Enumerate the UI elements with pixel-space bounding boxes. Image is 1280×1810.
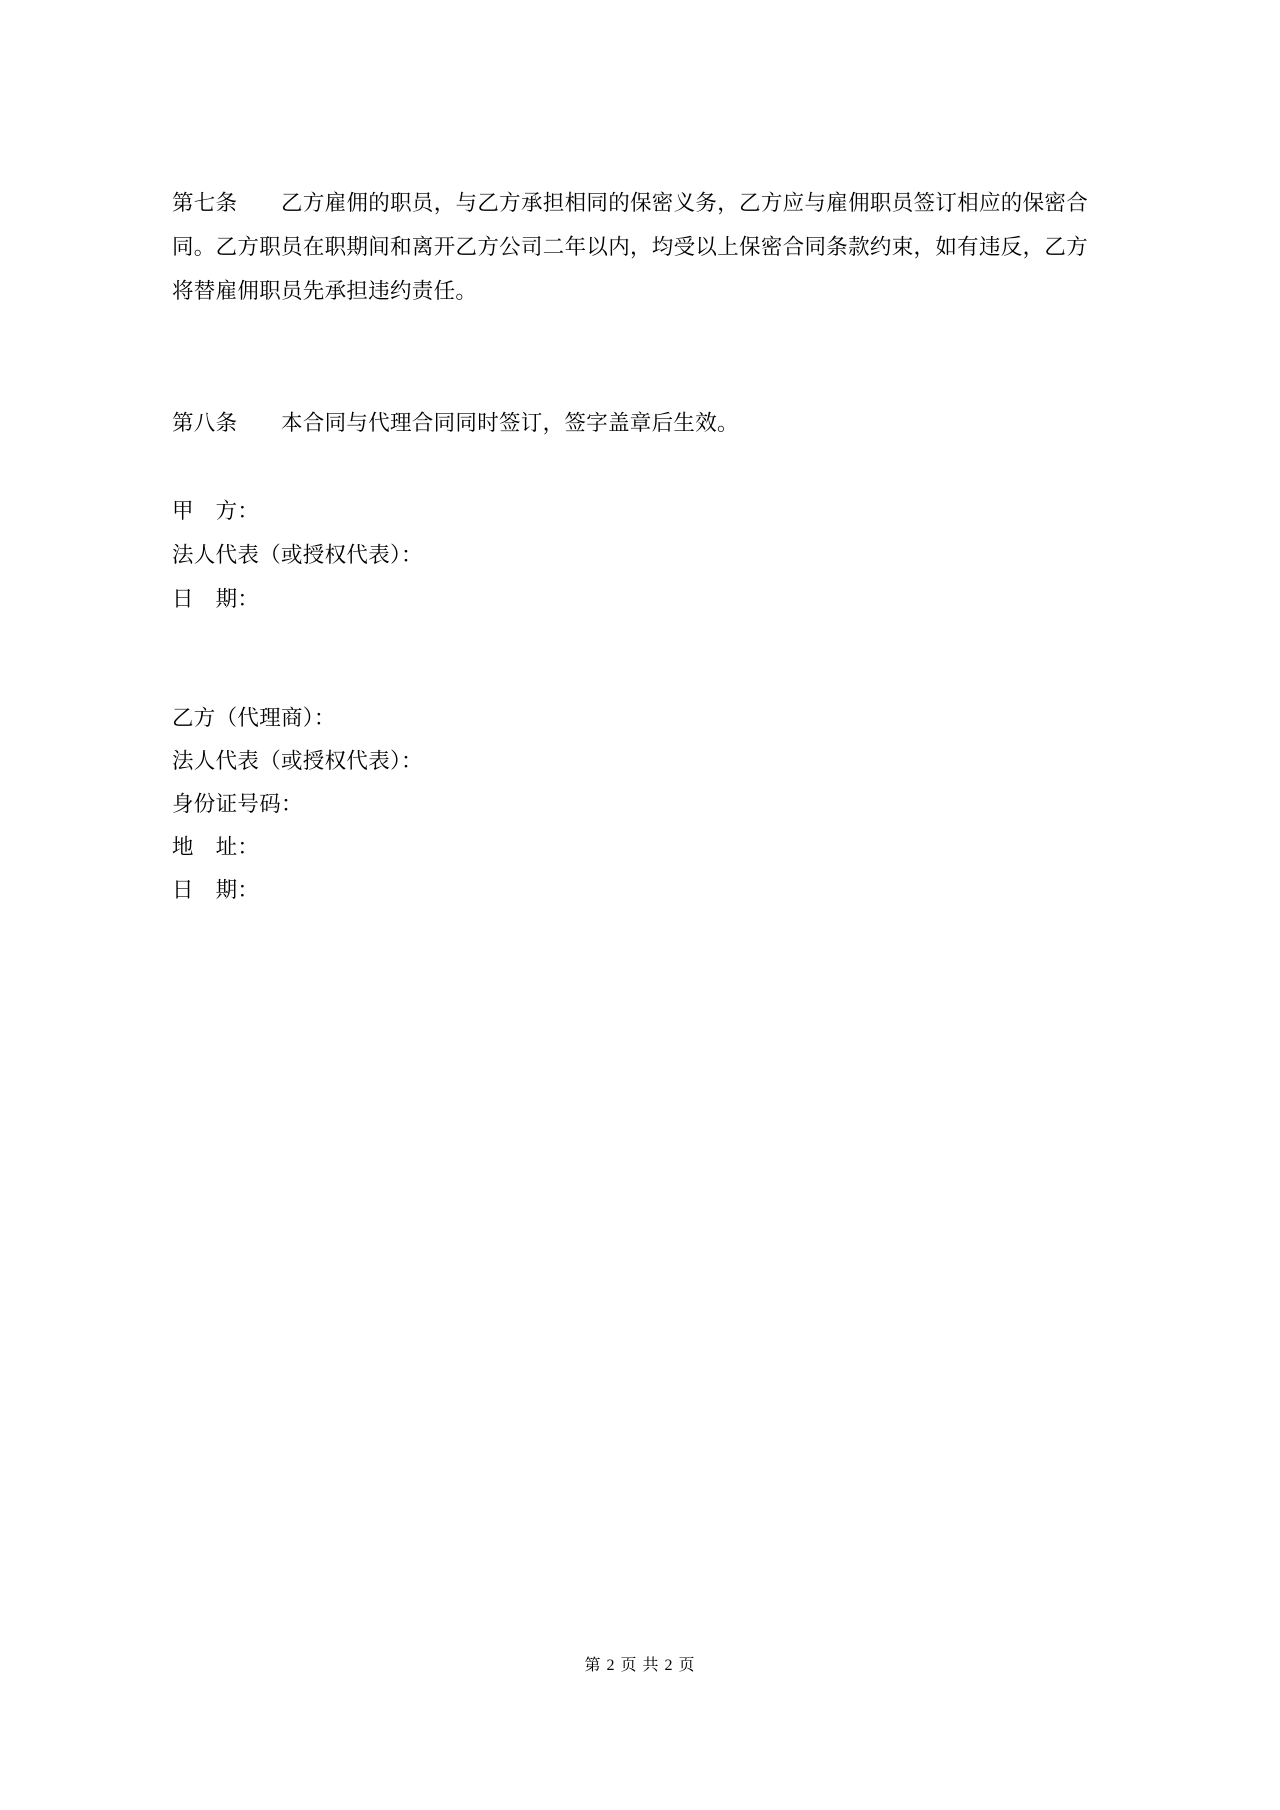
document-body: [172, 181, 1088, 912]
party-b-name-line: 乙方（代理商）：: [172, 706, 336, 730]
party-b-id-number-line: 身份证号码：: [172, 792, 303, 816]
party-a-date-line: 日 期：: [172, 587, 260, 611]
party-b-signature-block: [172, 697, 1088, 912]
party-a-signature-block: [172, 489, 1088, 621]
party-a-name-line: 甲 方：: [172, 499, 260, 523]
party-a-legal-representative-line: 法人代表（或授权代表）：: [172, 543, 423, 567]
party-b-date-line: 日 期：: [172, 878, 260, 902]
article-7-paragraph: 第七条 乙方雇佣的职员，与乙方承担相同的保密义务，乙方应与雇佣职员签订相应的保密合同。乙方职员在职期间和离开乙方公司二年以内，均受以上保密合同条款约束，如有违反，乙方将替雇佣职员先承担违约责任。: [172, 191, 1088, 303]
page-number-footer: 第 2 页 共 2 页: [584, 1657, 696, 1674]
party-b-address-line: 地 址：: [172, 835, 260, 859]
article-8-paragraph: 第八条 本合同与代理合同同时签订，签字盖章后生效。: [172, 411, 739, 435]
party-b-legal-representative-line: 法人代表（或授权代表）：: [172, 749, 423, 773]
